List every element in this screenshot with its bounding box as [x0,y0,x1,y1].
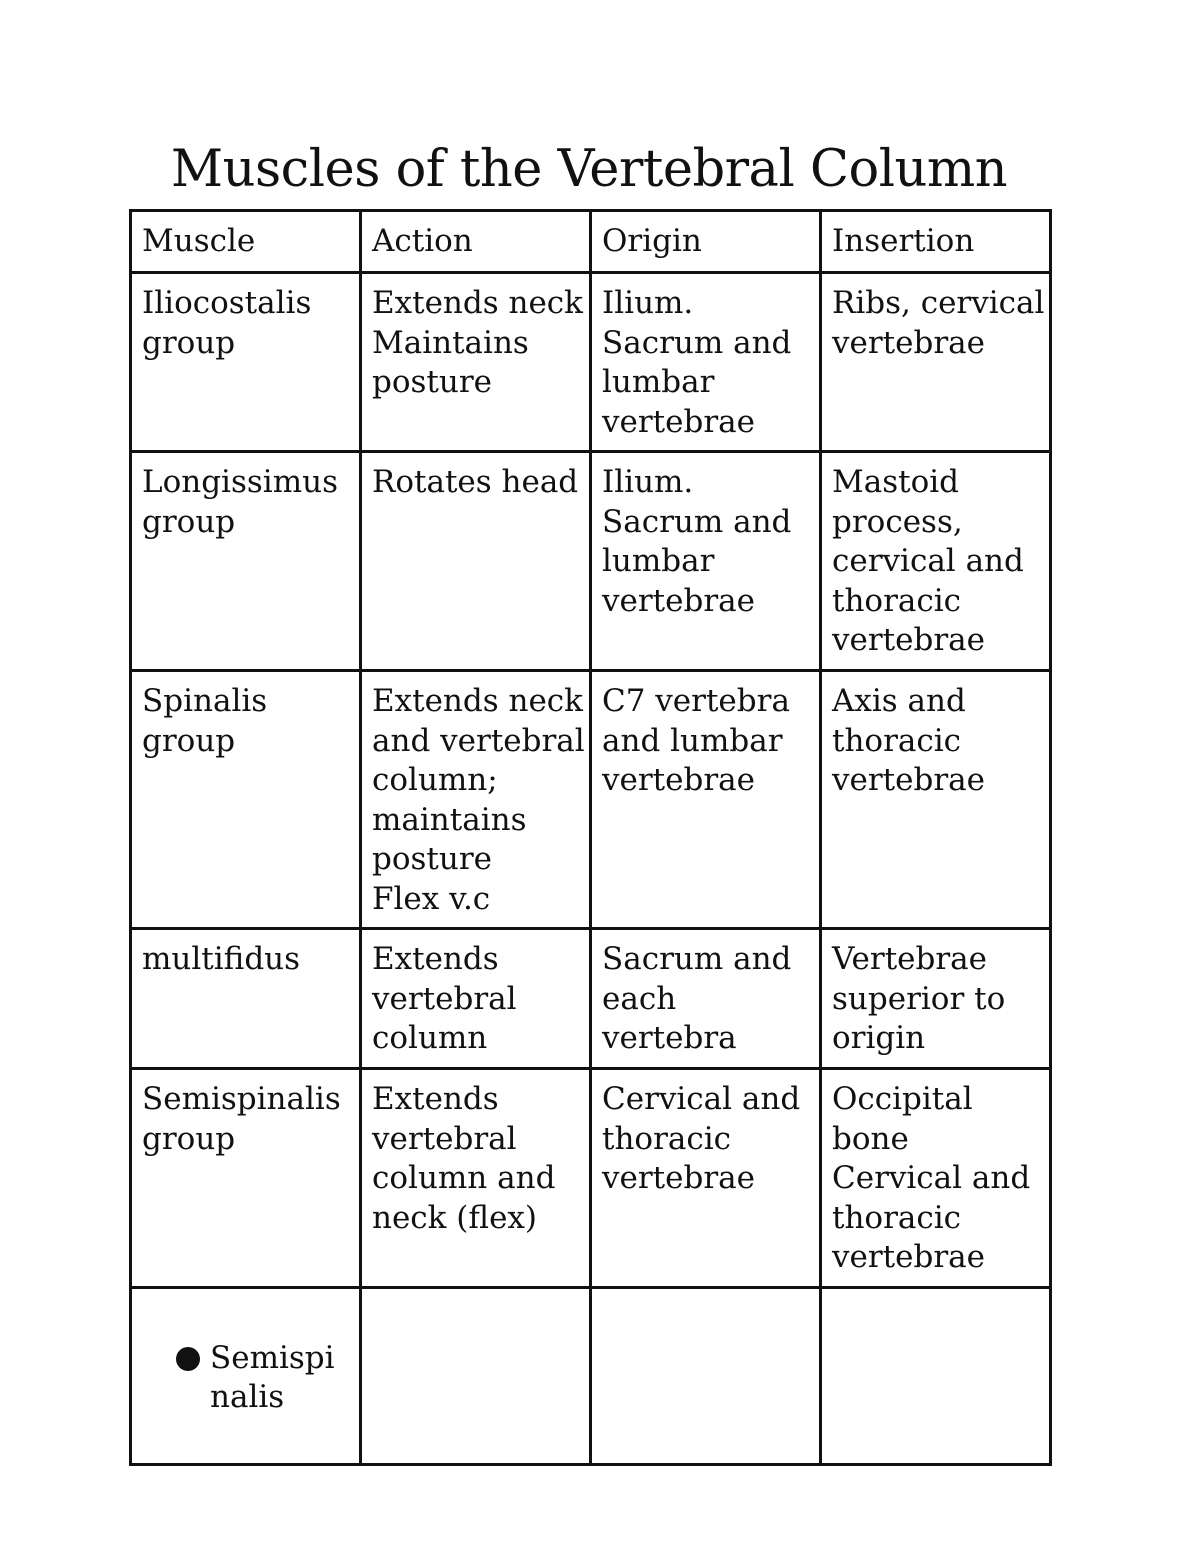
cell-muscle: Iliocostalis group [131,273,361,452]
cell-insertion: Vertebrae superior to origin [821,929,1051,1069]
cell-action [361,1288,591,1465]
cell-origin: Ilium. Sacrum and lumbar vertebrae [591,273,821,452]
cell-insertion [821,1288,1051,1465]
cell-action: Extends vertebral column [361,929,591,1069]
cell-action: Extends neck and vertebral column; maintains posture Flex v.c [361,671,591,929]
sub-item-label: Semispi nalis [210,1339,335,1415]
cell-origin: Cervical and thoracic vertebrae [591,1069,821,1288]
cell-action: Extends neck Maintains posture [361,273,591,452]
cell-insertion: Ribs, cervical vertebrae [821,273,1051,452]
muscles-table [129,209,1052,1466]
cell-insertion: Occipital bone Cervical and thoracic vertebrae [821,1069,1051,1288]
table-row [131,273,1051,452]
cell-origin [591,1288,821,1465]
cell-muscle: Semispinalis group [131,1069,361,1288]
bulleted-sub-item [142,1339,355,1418]
table-header-row [131,211,1051,273]
table-row [131,1069,1051,1288]
cell-action: Extends vertebral column and neck (flex) [361,1069,591,1288]
cell-origin: Sacrum and each vertebra [591,929,821,1069]
header-action: Action [361,211,591,273]
cell-muscle: multifidus [131,929,361,1069]
header-origin: Origin [591,211,821,273]
cell-insertion: Mastoid process, cervical and thoracic vertebrae [821,452,1051,671]
table-row [131,671,1051,929]
header-insertion: Insertion [821,211,1051,273]
table-row [131,452,1051,671]
header-muscle: Muscle [131,211,361,273]
table-row [131,1288,1051,1465]
cell-action: Rotates head [361,452,591,671]
bullet-dot-icon [176,1347,200,1371]
cell-origin: Ilium. Sacrum and lumbar vertebrae [591,452,821,671]
cell-muscle: Longissimus group [131,452,361,671]
document-title: Muscles of the Vertebral Column [170,140,1008,199]
cell-muscle: Spinalis group [131,671,361,929]
cell-insertion: Axis and thoracic vertebrae [821,671,1051,929]
cell-muscle [131,1288,361,1465]
cell-origin: C7 vertebra and lumbar vertebrae [591,671,821,929]
table-row [131,929,1051,1069]
